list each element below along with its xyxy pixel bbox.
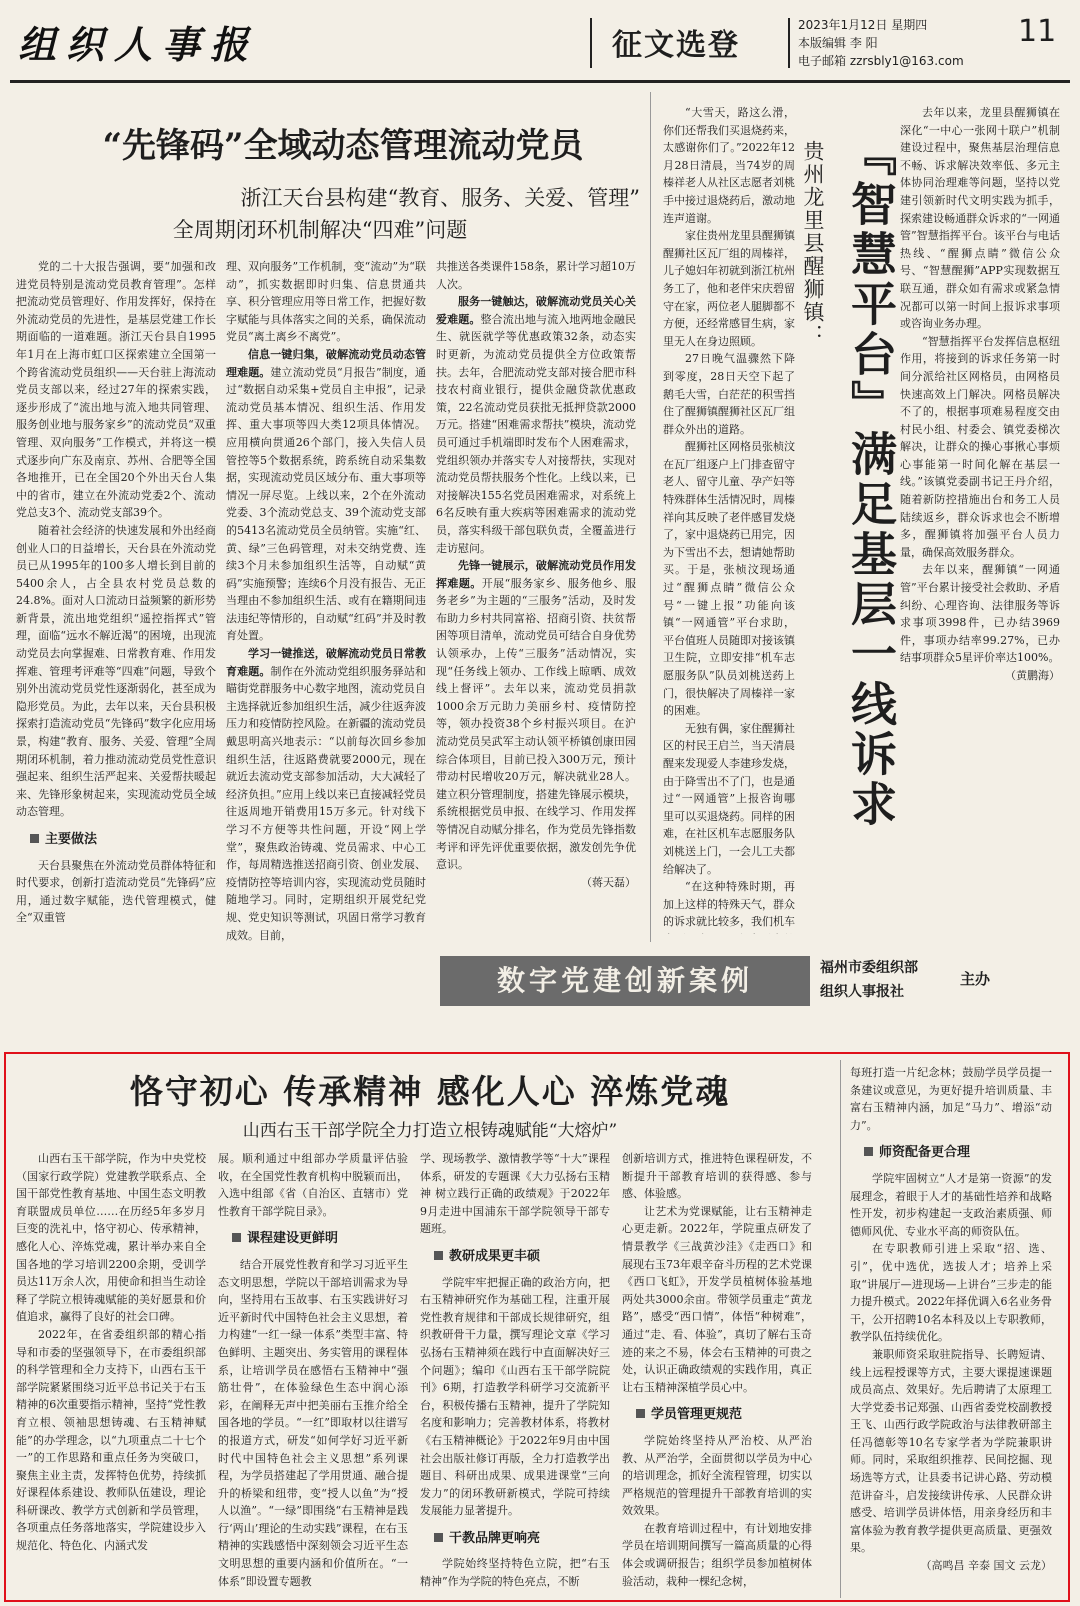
paragraph: 去年以来，醒狮镇“一网通管”平台累计接受社会救助、矛盾纠纷、心理咨询、法律服务等诉求事项3998件，已办结3969件，事项办结率99.27%，已办结事项群众5星评价率达100%。 [900, 563, 1060, 665]
paragraph: 党的二十大报告强调，要“加强和改进党员特别是流动党员教育管理”。怎样把流动党员管理好、作用发挥好，保持在外流动党员的先进性，是基层党建工作长期面临的一道难题。浙江天台县自1995年1月在上海市虹口区探索建立全国第一个跨省流动党员组织——天台驻上海流动党员支部以来，经过27年的探索实践，逐步形成了“流出地与流入地共同管理、服务创业地与服务家乡”的流动党员“双重管理、双向服务”工作模式，并将这一模式逐步向广东及南京、苏州、合肥等全国各地推开，已在全国20个外出天台人集中的省市，建立在外流动党委2个、流动党总支3个、流动党支部39个。 [16, 260, 216, 520]
paragraph: 醒狮社区网格员张桢汶在瓦厂组逐户上门排查留守老人、留守儿童、孕产妇等特殊群体生活情况时，周榛祥向其反映了老伴感冒发烧了，家中退烧药已用完，因为下雪出不去，想请她帮助买。于是，张桢汶现场通过“醒狮点睛”微信公众号“一键上报”功能向该镇“一网通管”平台求助，平台值班人员随即对接该镇卫生院，立即安排“机车志愿服务队”队员刘桃送药上门，很快解决了周榛祥一家的困难。 [663, 440, 795, 718]
paragraph: 服务一键触达，破解流动党员关心关爱难题。整合流出地与流入地两地金融民生、就医就学等优惠政策32条，动态实时更新，为流动党员提供全方位政策帮扶。去年，合肥流动党支部对接合肥市科技农村商业银行，提供金融贷款优惠政策，22名流动党员获批无抵押贷款2000万元。搭建“困难需求帮扶”模块，流动党员可通过手机端即时发布个人困难需求，党组织领办并落实专人对接帮扶，实现对流动党员帮扶服务个性化。上线以来，已对接解决155名党员困难需求，对系统上6名反映有重大疾病等困难需求的流动党员，落实科级干部包联负责，全覆盖进行走访慰问。 [436, 295, 636, 555]
paragraph: 2022年，在省委组织部的精心指导和市委的坚强领导下，在市委组织部的科学管理和全力支持下，山西右玉干部学院紧紧围绕习近平总书记关于右玉精神的6次重要指示精神，坚持“党性教育立根、领袖思想铸魂、右玉精神赋能”的办学理念，以“九项重点二十七个一”的工作思路和重点任务为突破口，聚焦主业主责，发挥特色优势，持续抓好课程体系建设、教师队伍建设，理论科研课改、教学方式创新和学员管理，各项重点任务落地落实，学院建设步入规范化、特色化、内涵式发 [16, 1327, 206, 1553]
paragraph-lead: 学习一键推送，破解流动党员日常教育难题。 [226, 647, 426, 678]
paragraph: 学院牢固树立“人才是第一资源”的发展理念，着眼于人才的基础性培养和战略性开发，初步构建起一支政治素质强、师德师风优、专业水平高的师资队伍。 [850, 1171, 1052, 1238]
organizer-2: 组织人事报社 [820, 984, 904, 1000]
article1-author: （蒋天磊） [581, 875, 636, 889]
square-bullet-icon [434, 1251, 443, 1260]
article1-col1: 党的二十大报告强调，要“加强和改进党员特别是流动党员教育管理”。怎样把流动党员管理好、作用发挥好，保持在外流动党员的先进性，是基层党建工作长期面临的一道难题。浙江天台县自1995年1月在上海市虹口区探索建立全国第一个跨省流动党员组织——天台驻上海流动党员支部以来，经过27年的探索实践，逐步形成了“流出地与流入地共同管理、服务创业地与服务家乡”的流动党员“双重管理、双向服务”工作模式，并将这一模式逐步向广东及南京、苏州、合肥等全国各地推开，已在全国20个外出天台人集中的省市，建立在外流动党委2个、流动党总支3个、流动党支部39个。 随着社会经济的快速发展和外出经商创业人口的日益增长，天台县在外流动党员已从1995年的100多人增长到目前的5400余人，占全县农村党员总数的24.8%。面对人口流动日益频繁的新形势新背景，流出地党组织“遥控指挥式”管理，面临“远水不解近渴”的困境，出现流动党员去向掌握难、日常教育难、作用发挥难、管理考评难等“四难”问题，导致个别外出流动党员党性逐渐弱化，甚至成为隐形党员。为此，去年以来，天台县积极探索打造流动党员“先锋码”数字化应用场景，构建“教育、服务、关爱、管理”全周期闭环机制，着力推动流动党员党性意识强起来、组织生活严起来、关爱帮扶暖起来、先锋形象树起来，实现流动党员全域动态管理。 主要做法 天台县聚焦在外流动党员群体特征和时代要求，创新打造流动党员“先锋码”应用，通过数字赋能，迭代管理模式，健全“双重管 [16, 260, 216, 925]
paragraph: 家住贵州龙里县醒狮镇醒狮社区瓦厂组的周榛祥，儿子媳妇年初就到浙江杭州务工了，他和老伴宋庆碧留守在家，两位老人腿脚都不方便，还经常感冒生病，家里无人在身边照顾。 [663, 229, 795, 348]
paragraph: “智慧指挥平台发挥信息枢纽作用，将接到的诉求任务第一时间分派给社区网格员，由网格员快速高效上门解决。网格员解决不了的，根据事项难易程度交由村民小组、村委会、镇党委梯次解决，让群众的操心事揪心事烦心事能第一时间化解在基层一线。”该镇党委副书记王丹介绍，随着新防控措施出台和务工人员陆续返乡，群众诉求也会不断增多，醒狮镇将加强平台人员力量，确保高效服务群众。 [900, 334, 1060, 559]
paragraph: 27日晚气温骤然下降到零度，28日天空下起了鹅毛大雪，白茫茫的积雪挡住了醒狮镇醒狮社区瓦厂组群众外出的道路。 [663, 352, 795, 436]
editor-email[interactable]: 电子邮箱 zzrsbly1@163.com [798, 54, 964, 68]
host-label: 主办 [960, 970, 991, 988]
square-bullet-icon [232, 1233, 241, 1242]
paragraph: 山西右玉干部学院，作为中央党校（国家行政学院）党建教学联系点、全国干部党性教育基地、中国生态文明教育联盟成员单位……在历经5年多岁月巨变的洗礼中，恪守初心、传承精神，感化人心、淬炼党魂，累计举办来自全国各地的学习培训2200余期，受训学员达11万余人次，用使命和担当生动诠释了学院立根铸魂赋能的美好愿景和价值追求，赢得了良好的社会口碑。 [16, 1152, 206, 1324]
paragraph: 学习一键推送，破解流动党员日常教育难题。制作在外流动党组织服务驿站和瞄街党群服务中心数字地图，流动党员自主选择就近参加组织生活，减少往返奔波压力和疫情防控风险。在新疆的流动党员戴思明高兴地表示：“以前每次回乡参加组织生活，往返路费就要2000元，现在就近去流动党支部参加活动，大大减轻了经济负担。”应用上线以来已直接减轻党员往返周地开销费用15万多元。针对线下学习不方便等共性问题，开设“网上学堂”，聚焦政治铸魂、党员需求、中心工作，每周精选推送招商引资、创业发展、疫情防控等培训内容，实现流动党员随时随地学习。同时，定期组织开展党纪党规、党史知识等测试，巩固日常学习教育成效。目前， [226, 647, 426, 942]
square-bullet-icon [636, 1409, 645, 1418]
article1-subtitle-2: 全周期闭环机制解决“四难”问题 [172, 218, 468, 242]
paragraph: 在专职教师引进上采取“招、选、引”，优中选优，选拔人才；培养上采取“讲展厅—进现场—上讲台”三步走的能力提升模式。2022年择优调入6名业务骨干，公开招聘10名本科及以上专职教师，教学队伍持续优化。 [850, 1242, 1052, 1344]
paragraph: 结合开展党性教育和学习习近平生态文明思想，学院以干部培训需求为导向，坚持用右玉故事、右玉实践讲好习近平新时代中国特色社会主义思想，着力构建“一红一绿一体系”类型丰富、特色鲜明、主题突出、务实管用的课程体系，让培训学员在感悟右玉精神中“强筋壮骨”，在体验绿色生态中润心添彩，在阐释无声中把美丽右玉推介给全国各地的学员。“一红”即取材以往谱写的报道方式，研发“如何学好习近平新时代中国特色社会主义思想”系列课程，为学员搭建起了学用贯通、融合提升的桥梁和纽带，变“授人以鱼”为“授人以渔”。“一绿”即围绕“右玉精神是践行‘两山’理论的生动实践”课程，在右玉精神的实践感悟中深刻领会习近平生态文明思想的重要内涵和价值所在。“一体系”即设置专题教 [218, 1257, 408, 1588]
article3-col4: 创新培训方式，推进特色课程研发，不断提升干部教育培训的获得感、参与感、体验感。 让艺术为党课赋能，让右玉精神走心更走新。2022年，学院重点研发了情景教学《三战黄沙洼》《走西口》和展现右玉73年艰辛奋斗历程的艺术党课《西口飞虹》，开发学员植树体验基地两处共3000余亩。带领学员重走“黄龙路”，感受“西口情”，体悟“种树难”，通过“走、看、体验”，真切了解右玉奇迹的来之不易，体会右玉精神的可贵之处，认识正确政绩观的实践作用，真正让右玉精神深植学员心中。 学员管理更规范 学院始终坚持从严治校、从严治教、从严治学，全面贯彻以学员为中心的培训理念，抓好全流程管理，切实以严格规范的管理提升干部教育培训的实效效果。 在教育培训过程中，有计划地安排学员在培训期间撰写一篇高质量的心得体会或调研报告；组织学员参加植树体验活动，栽种一棵纪念树， [622, 1150, 812, 1598]
article2-col-right [900, 104, 1060, 934]
paragraph: 信息一键归集，破解流动党员动态管理难题。建立流动党员“月报告”制度，通过“数据自动采集+党员自主申报”，记录流动党员基本情况、组织生活、作用发挥、重大事项等四大类12项具体情况。应用横向贯通26个部门，接入失信人员管控等5个数据系统，跨系统自动采集数据，实现流动党员区域分布、重大事项等情况一屏尽览。上线以来，2个在外流动党委、3个流动党总支、39个流动党支部的5413名流动党员全员纳管。实施“红、黄、绿”三色码管理，对未交纳党费、连续3个月未参加组织生活等，自动赋“黄码”实施预警；连续6个月没有报告、无正当理由不参加组织生活、或有在籍期间违法违纪等情形的，自动赋“红码”并及时教育处置。 [226, 347, 426, 643]
article2-subtitle: 贵州龙里县醒狮镇： [801, 140, 825, 347]
article1-col2 [226, 258, 426, 1028]
paragraph: 创新培训方式，推进特色课程研发，不断提升干部教育培训的获得感、参与感、体验感。 [622, 1152, 812, 1201]
paragraph: 兼职师资采取驻院指导、长聘短请、线上远程授课等方式，主要大课提速课题成员高点、效果好。先后聘请了太原理工大学党委书记郑强、山西省委党校副教授王飞、山西行政学院政治与法律教研部主任冯德彰等10名专家学者为学院兼职讲师。同时，采取组织推荐、民间挖掘、现场选等方式，让县委书记讲心路、劳动模范讲奋斗，启发接续讲传承、人民群众讲感受、培训学员讲体悟，用亲身经历和丰富体验为教育教学提供更高质量、更强效果。 [850, 1347, 1052, 1555]
masthead [0, 0, 1080, 86]
paragraph: 去年以来，龙里县醒狮镇在深化“一中心一张网十联户”机制建设过程中，聚焦基层治理信息不畅、诉求解决效率低、多元主体协同治理难等问题，坚持以党建引领新时代文明实践为抓手，探索建设畅通群众诉求的“一网通管”智慧指挥平台。该平台与电话热线、“醒狮点睛”微信公众号、“智慧醒狮”APP实现数据互联互通，群众如有需求或紧急情况都可以第一时间上报诉求事项或咨询业务办理。 [900, 106, 1060, 331]
article3-col1 [16, 1150, 206, 1598]
paragraph: 随着社会经济的快速发展和外出经商创业人口的日益增长，天台县在外流动党员已从1995年的100多人增长到目前的5400余人，占全县农村党员总数的24.8%。面对人口流动日益频繁的新形势新背景，流出地党组织“遥控指挥式”管理，面临“远水不解近渴”的困境，出现流动党员去向掌握难、日常教育难、作用发挥难、管理考评难等“四难”问题，导致个别外出流动党员党性逐渐弱化，甚至成为隐形党员。为此，去年以来，天台县积极探索打造流动党员“先锋码”数字化应用场景，构建“教育、服务、关爱、管理”全周期闭环机制，着力推动流动党员党性意识强起来、组织生活严起来、关爱帮扶暖起来、先锋形象树起来，实现流动党员全域动态管理。 [16, 523, 216, 819]
page-editor: 本版编辑 李 阳 [798, 36, 878, 50]
article2-col-left [663, 104, 795, 934]
paragraph-lead: 信息一键归集，破解流动党员动态管理难题。 [226, 347, 426, 379]
article1-title: “先锋码”全域动态管理流动党员 [102, 126, 584, 166]
article3-col3: 学、现场教学、激情教学等“十大”课程体系，研发的专题课《大力弘扬右玉精神 树立践行正确的政绩观》于2022年9月走进中国浦东干部学院领导干部专题班。 教研成果更丰硕 学院牢牢把握正确的政治方向，把右玉精神研究作为基础工程，注重开展党性教育规律和干部成长规律研究，组织教研骨干力量，撰写理论文章《学习弘扬右玉精神须在践行中直面解决好三个问题》；编印《山西右玉干部学院院刊》6期，打造教学科研学习交流新平台，积极传播右玉精神，提升了学院知名度和影响力；完善教材体系，将教材《右玉精神概论》于2022年9月由中国社会出版社修订再版，全力打造教学出题目、科研出成果、成果进课堂“三向发力”的闭环教研新模式，学院可持续发展能力显著提升。 干教品牌更响亮 学院始终坚持特色立院，把“右玉精神”作为学院的特色亮点，不断 [420, 1152, 610, 1589]
article3-title: 恪守初心 传承精神 感化人心 淬炼党魂 [129, 1072, 731, 1111]
article3-col2: 展。顺利通过中组部办学质量评估验收，在全国党性教育机构中脱颖而出，入选中组部《省（自治区、直辖市）党性教育干部学院目录》。 课程建设更鲜明 结合开展党性教育和学习习近平生态文明思想，学院以干部培训需求为导向，坚持用右玉故事、右玉实践讲好习近平新时代中国特色社会主义思想，着力构建“一红一绿一体系”类型丰富、特色鲜明、主题突出、务实管用的课程体系，让培训学员在感悟右玉精神中“强筋壮骨”，在体验绿色生态中润心添彩，在阐释无声中把美丽右玉推介给全国各地的学员。“一红”即取材以往谱写的报道方式，研发“如何学好习近平新时代中国特色社会主义思想”系列课程，为学员搭建起了学用贯通、融合提升的桥梁和纽带，变“授人以鱼”为“授人以渔”。“一绿”即围绕“右玉精神是践行‘两山’理论的生动实践”课程，在右玉精神的实践感悟中深刻领会习近平生态文明思想的重要内涵和价值所在。“一体系”即设置专题教 [218, 1150, 408, 1598]
page-number: 11 [1018, 14, 1057, 49]
paragraph: 理、双向服务”工作机制，变“流动”为“联动”，抓实数据即时归集、信息贯通共享、积分管理应用等日常工作，把握好数字赋能与具体落实之间的关系，确保流动党员“离土离乡不离党”。 [226, 260, 426, 344]
square-bullet-icon [30, 834, 39, 843]
paragraph: 学院牢牢把握正确的政治方向，把右玉精神研究作为基础工程，注重开展党性教育规律和干部成长规律研究，组织教研骨干力量，撰写理论文章《学习弘扬右玉精神须在践行中直面解决好三个问题》；编印《山西右玉干部学院院刊》6期，打造教学科研学习交流新平台，积极传播右玉精神，提升了学院知名度和影响力；完善教材体系，将教材《右玉精神概论》于2022年9月由中国社会出版社修订再版，全力打造教学出题目、科研出成果、成果进课堂“三向发力”的闭环教研新模式，学院可持续发展能力显著提升。 [420, 1275, 610, 1518]
article2-author: （黄鹏海） [1005, 669, 1060, 682]
paragraph: 先锋一键展示，破解流动党员作用发挥难题。开展“服务家乡、服务他乡、服务老乡”为主题的“三服务”活动，及时发布助力乡村共同富裕、招商引资、扶贫帮困等项目清单，流动党员可结合自身优势认领承办，上传“三服务”活动情况，实现“任务线上领办、工作线上晾晒、成效线上督评”。去年以来，流动党员捐款1000余万元助力美丽乡村、疫情防控等，领办投资38个乡村振兴项目。在沪流动党员吴武军主动认领平桥镇创康田园综合体项目，目前已投入300万元，预计带动村民增收20万元，解决就业28人。建立积分管理制度，搭建先锋展示模块，系统根据党员申报、在线学习、作用发挥等情况自动赋分排名，作为党员先锋指数考评和评先评优重要依据，激发创先争优意识。 [436, 559, 636, 872]
subheading-main-practices: 主要做法 [16, 831, 216, 849]
article3-col5: 每班打造一片纪念林；鼓励学员学员提一条建议或意见，为更好提升培训质量、丰富右玉精神内涵，加足“马力”、增添“动力”。 师资配备更合理 学院牢固树立“人才是第一资源”的发展理念，着眼于人才的基础性培养和战略性开发，初步构建起一支政治素质强、师德师风优、专业水平高的师资队伍。 在专职教师引进上采取“招、选、引”，优中选优，选拔人才；培养上采取“讲展厅—进现场—上讲台”三步走的能力提升模式。2022年择优调入6名业务骨干，公开招聘10名本科及以上专职教师，教学队伍持续优化。 兼职师资采取驻院指导、长聘短请、线上远程授课等方式，主要大课提速课题成员高点、效果好。先后聘请了太原理工大学党委书记郑强、山西省委党校副教授王飞、山西行政学院政治与法律教研部主任冯德彰等10名专家学者为学院兼职讲师。同时，采取组织推荐、民间挖掘、现场选等方式，让县委书记讲心路、劳动模范讲奋斗，启发接续讲传承、人民群众讲感受、培训学员讲体悟，用亲身经历和丰富体验为教育教学提供更高质量、更强效果。 （高鸣昌 辛泰 国文 云龙） [850, 1064, 1052, 1598]
organizer-1: 福州市委组织部 [820, 960, 918, 976]
case-banner [440, 950, 1060, 1014]
issue-date: 2023年1月12日 星期四 [798, 18, 928, 32]
banner-title: 数字党建创新案例 [440, 956, 810, 1006]
paragraph: “在这种特殊时期，再加上这样的特殊天气，群众的诉求就比较多，我们机车 [663, 880, 795, 929]
article2-title: 『智慧平台』满足基层一线诉求 [844, 130, 898, 830]
paragraph: 共推送各类课件158条，累计学习超10万人次。 [436, 260, 636, 291]
paragraph: 学院始终坚持从严治校、从严治教、从严治学，全面贯彻以学员为中心的培训理念，抓好全流程管理，切实以严格规范的管理提升干部教育培训的实效效果。 [622, 1433, 812, 1518]
article3-author: （高鸣昌 辛泰 国文 云龙） [920, 1559, 1052, 1573]
newspaper-logo: 组织人事报 [18, 22, 259, 67]
section-title: 征文选登 [612, 28, 740, 63]
article1-col3 [436, 258, 636, 958]
article3-subtitle: 山西右玉干部学院全力打造立根铸魂赋能“大熔炉” [242, 1121, 618, 1141]
paragraph-lead: 服务一键触达，破解流动党员关心关爱难题。 [436, 295, 636, 326]
paragraph: 无独有偶，家住醒狮社区的村民王启兰，当天清晨醒来发现爱人李建珍发烧，由于降雪出不了门，也是通过“一网通管”上报咨询哪里可以买退烧药。同样的困难，在社区机车志愿服务队刘桃送上门，一会儿工夫都给解决了。 [663, 721, 795, 876]
paragraph: 让艺术为党课赋能，让右玉精神走心更走新。2022年，学院重点研发了情景教学《三战黄沙洼》《走西口》和展现右玉73年艰辛奋斗历程的艺术党课《西口飞虹》，开发学员植树体验基地两处共3000余亩。带领学员重走“黄龙路”，感受“西口情”，体悟“种树难”，通过“走、看、体验”，真切了解右玉奇迹的来之不易，体会右玉精神的可贵之处，认识正确政绩观的实践作用，真正让右玉精神深植学员心中。 [622, 1204, 812, 1394]
paragraph: 在教育培训过程中，有计划地安排学员在培训期间撰写一篇高质量的心得体会或调研报告；组织学员参加植树体验活动，栽种一棵纪念树， [622, 1521, 812, 1588]
paragraph: “大雪天，路这么滑，你们还帮我们买退烧药来，太感谢你们了。”2022年12月28日清晨，当74岁的周榛祥老人从社区志愿者刘桃手中接过退烧药后，激动地连声道谢。 [663, 106, 795, 225]
square-bullet-icon [434, 1533, 443, 1542]
article1-subtitle: 浙江天台县构建“教育、服务、关爱、管理” [240, 186, 640, 210]
square-bullet-icon [864, 1147, 873, 1156]
paragraph-lead: 先锋一键展示，破解流动党员作用发挥难题。 [436, 559, 636, 590]
